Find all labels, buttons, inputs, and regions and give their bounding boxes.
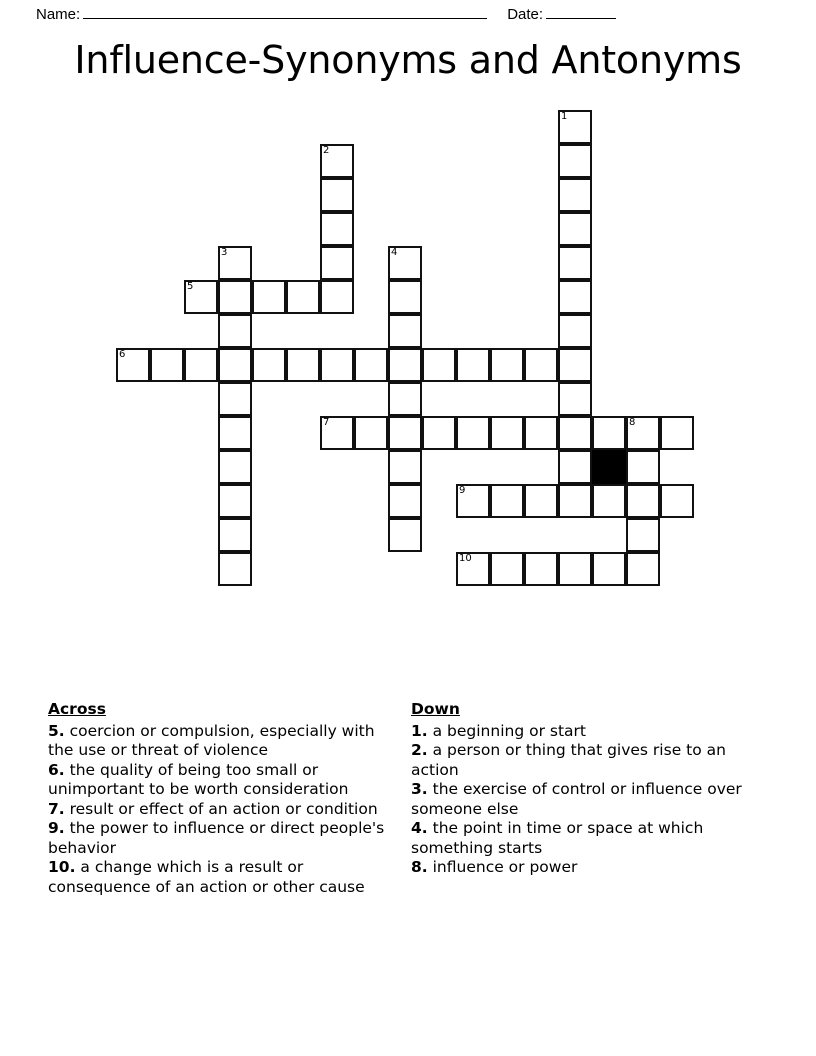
down-heading: Down bbox=[411, 700, 460, 718]
clue-item bbox=[48, 858, 396, 897]
clue-number: 2. bbox=[411, 741, 428, 759]
grid-cell[interactable] bbox=[184, 348, 218, 382]
grid-cell[interactable] bbox=[286, 348, 320, 382]
grid-cell[interactable] bbox=[456, 484, 490, 518]
grid-cell[interactable] bbox=[558, 110, 592, 144]
grid-cell[interactable] bbox=[558, 484, 592, 518]
grid-cell[interactable] bbox=[558, 552, 592, 586]
clue-number: 1. bbox=[411, 721, 428, 740]
across-clue-list bbox=[48, 722, 396, 898]
grid-cell[interactable] bbox=[252, 348, 286, 382]
clue-item bbox=[48, 800, 396, 820]
clue-text: a person or thing that gives rise to an action bbox=[411, 741, 726, 779]
grid-cell[interactable] bbox=[558, 348, 592, 382]
grid-cell[interactable] bbox=[660, 484, 694, 518]
grid-cell[interactable] bbox=[218, 450, 252, 484]
grid-cell[interactable] bbox=[422, 416, 456, 450]
grid-cell-number: 9 bbox=[459, 485, 466, 496]
grid-cell[interactable] bbox=[626, 552, 660, 586]
grid-cell[interactable] bbox=[184, 280, 218, 314]
grid-cell[interactable] bbox=[320, 416, 354, 450]
name-label: Name: bbox=[36, 6, 81, 23]
grid-cell[interactable] bbox=[524, 552, 558, 586]
grid-cell[interactable] bbox=[558, 416, 592, 450]
clue-item bbox=[411, 780, 751, 819]
grid-cell[interactable] bbox=[626, 450, 660, 484]
grid-cell[interactable] bbox=[218, 280, 252, 314]
grid-cell[interactable] bbox=[320, 280, 354, 314]
clue-item bbox=[48, 722, 396, 761]
grid-cell[interactable] bbox=[320, 246, 354, 280]
clue-text: coercion or compulsion, especially with the use or threat of violence bbox=[48, 721, 375, 759]
clue-number: 8. bbox=[411, 858, 428, 876]
grid-cell-number: 4 bbox=[391, 247, 398, 258]
grid-cell[interactable] bbox=[218, 416, 252, 450]
down-clues-column bbox=[411, 700, 751, 878]
clue-item bbox=[411, 741, 751, 780]
clue-number: 5. bbox=[48, 721, 65, 740]
clue-item bbox=[411, 722, 751, 742]
grid-cell[interactable] bbox=[218, 484, 252, 518]
grid-cell[interactable] bbox=[558, 246, 592, 280]
grid-cell[interactable] bbox=[320, 178, 354, 212]
grid-cell[interactable] bbox=[490, 348, 524, 382]
grid-cell[interactable] bbox=[388, 416, 422, 450]
grid-cell[interactable] bbox=[354, 348, 388, 382]
grid-cell[interactable] bbox=[524, 416, 558, 450]
grid-cell[interactable] bbox=[388, 382, 422, 416]
clue-number: 10. bbox=[48, 858, 76, 876]
clues-section bbox=[0, 700, 816, 1000]
clue-text: a change which is a result or consequence of an action or other cause bbox=[48, 858, 365, 896]
grid-cell[interactable] bbox=[558, 144, 592, 178]
grid-cell-number: 1 bbox=[561, 111, 568, 122]
grid-cell[interactable] bbox=[456, 552, 490, 586]
grid-cell[interactable] bbox=[524, 348, 558, 382]
grid-cell[interactable] bbox=[558, 280, 592, 314]
grid-cell-number: 8 bbox=[629, 417, 636, 428]
grid-cell[interactable] bbox=[286, 280, 320, 314]
clue-item bbox=[411, 819, 751, 858]
down-clue-list bbox=[411, 722, 751, 878]
grid-cell[interactable] bbox=[490, 552, 524, 586]
grid-cell[interactable] bbox=[490, 484, 524, 518]
date-label: Date: bbox=[507, 6, 544, 23]
grid-cell-number: 5 bbox=[187, 281, 194, 292]
clue-number: 6. bbox=[48, 760, 65, 779]
across-heading: Across bbox=[48, 700, 106, 718]
clue-item bbox=[48, 819, 396, 858]
grid-cell[interactable] bbox=[660, 416, 694, 450]
grid-cell-number: 3 bbox=[221, 247, 228, 258]
clue-text: the quality of being too small or unimportant to be worth consideration bbox=[48, 760, 349, 798]
clue-text: influence or power bbox=[427, 858, 578, 876]
grid-cell[interactable] bbox=[456, 348, 490, 382]
grid-cell[interactable] bbox=[626, 518, 660, 552]
grid-cell[interactable] bbox=[524, 484, 558, 518]
clue-text: a beginning or start bbox=[427, 721, 586, 740]
grid-cell[interactable] bbox=[218, 518, 252, 552]
grid-cell[interactable] bbox=[388, 246, 422, 280]
grid-cell-number: 10 bbox=[459, 553, 472, 564]
grid-cell-number: 6 bbox=[119, 349, 126, 360]
grid-cell[interactable] bbox=[388, 484, 422, 518]
grid-cell[interactable] bbox=[558, 314, 592, 348]
grid-cell[interactable] bbox=[252, 280, 286, 314]
grid-cell[interactable] bbox=[626, 484, 660, 518]
grid-cell[interactable] bbox=[558, 212, 592, 246]
clue-number: 3. bbox=[411, 780, 428, 798]
grid-cell[interactable] bbox=[558, 178, 592, 212]
grid-cell[interactable] bbox=[150, 348, 184, 382]
grid-cell-number: 7 bbox=[323, 417, 330, 428]
grid-cell[interactable] bbox=[388, 348, 422, 382]
grid-cell[interactable] bbox=[218, 314, 252, 348]
clue-number: 4. bbox=[411, 819, 428, 837]
clue-item bbox=[48, 761, 396, 800]
grid-cell-number: 2 bbox=[323, 145, 330, 156]
clue-text: result or effect of an action or condition bbox=[64, 799, 378, 818]
across-clues-column bbox=[48, 700, 396, 897]
grid-cell[interactable] bbox=[558, 382, 592, 416]
grid-cell[interactable] bbox=[490, 416, 524, 450]
grid-cell[interactable] bbox=[592, 416, 626, 450]
grid-cell-blocked bbox=[592, 450, 626, 484]
clue-text: the exercise of control or influence over someone else bbox=[411, 780, 742, 818]
grid-cell[interactable] bbox=[558, 450, 592, 484]
clue-item bbox=[411, 858, 751, 878]
grid-cell[interactable] bbox=[592, 552, 626, 586]
clue-text: the point in time or space at which something starts bbox=[411, 819, 704, 857]
grid-cell[interactable] bbox=[218, 382, 252, 416]
grid-cell[interactable] bbox=[388, 314, 422, 348]
grid-cell[interactable] bbox=[456, 416, 490, 450]
grid-cell[interactable] bbox=[354, 416, 388, 450]
clue-text: the power to influence or direct people's behavior bbox=[48, 819, 385, 857]
grid-cell[interactable] bbox=[422, 348, 456, 382]
grid-cell[interactable] bbox=[388, 280, 422, 314]
grid-cell[interactable] bbox=[626, 416, 660, 450]
grid-cell[interactable] bbox=[116, 348, 150, 382]
page-title: Influence-Synonyms and Antonyms bbox=[74, 38, 742, 82]
grid-cell[interactable] bbox=[388, 450, 422, 484]
clue-number: 9. bbox=[48, 819, 65, 837]
clue-number: 7. bbox=[48, 799, 65, 818]
grid-cell[interactable] bbox=[320, 144, 354, 178]
grid-cell[interactable] bbox=[320, 212, 354, 246]
grid-cell[interactable] bbox=[592, 484, 626, 518]
grid-cell[interactable] bbox=[218, 348, 252, 382]
grid-cell[interactable] bbox=[218, 246, 252, 280]
grid-cell[interactable] bbox=[320, 348, 354, 382]
grid-cell[interactable] bbox=[218, 552, 252, 586]
grid-cell[interactable] bbox=[388, 518, 422, 552]
